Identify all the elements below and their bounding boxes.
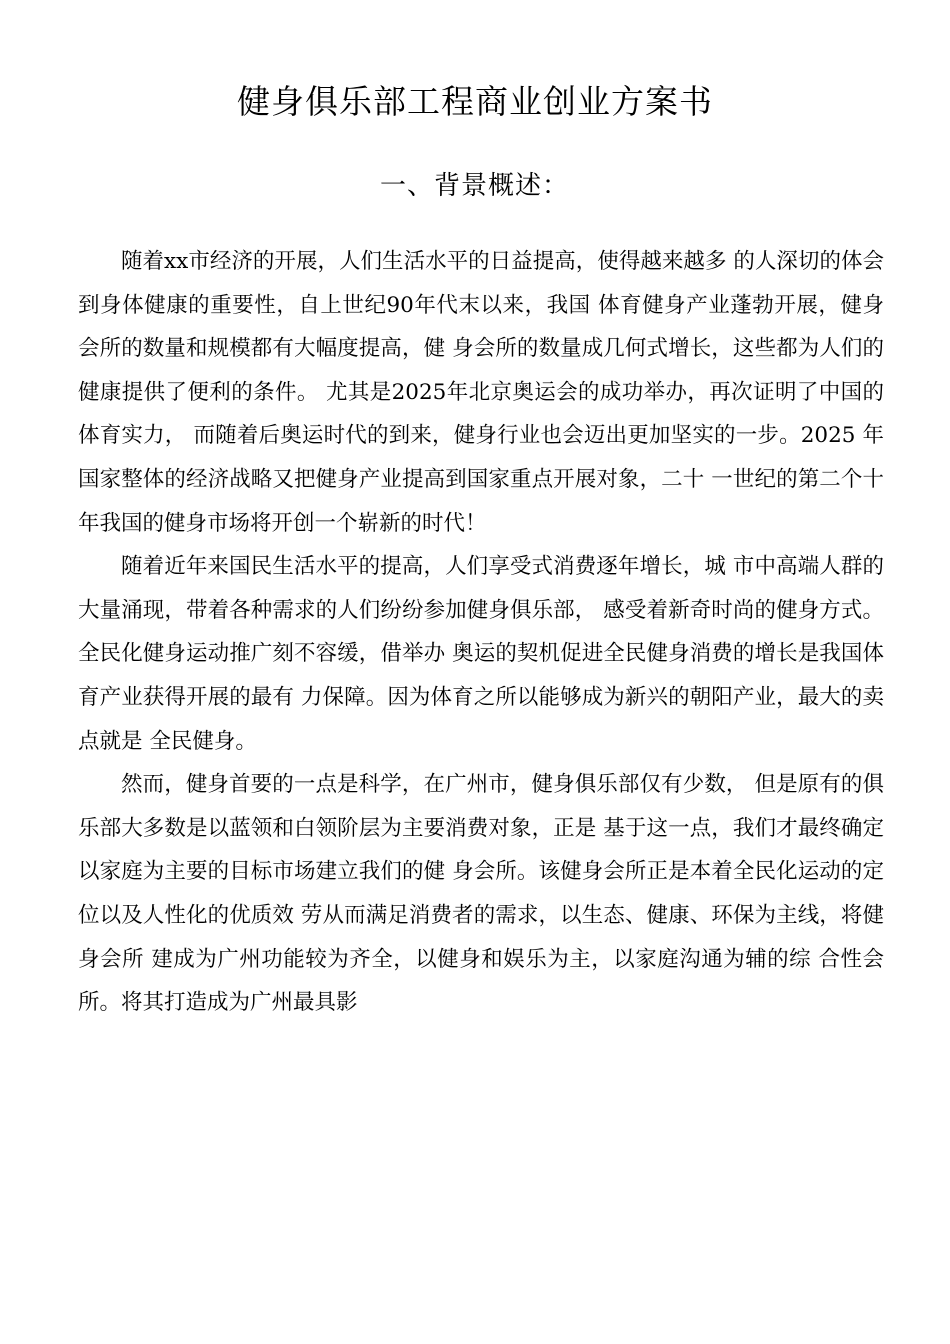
document-title: 健身俱乐部工程商业创业方案书 bbox=[237, 82, 713, 121]
body-text bbox=[78, 240, 884, 1025]
paragraph: 随着近年来国民生活水平的提高，人们享受式消费逐年增长，城 市中高端人群的大量涌现，带着各种需求的人们纷纷参加健身俱乐部， 感受着新奇时尚的健身方式。全民化健身运动推广刻不容缓，借举办 奥运的契机促进全民健身消费的增长是我国体育产业获得开展的最有 力保障。因为体育之所以能够成为新兴的朝阳产业，最大的卖点就是 全民健身。 bbox=[78, 554, 884, 754]
paragraph: 随着xx市经济的开展，人们生活水平的日益提高，使得越来越多 的人深切的体会到身体健康的重要性，自上世纪90年代末以来，我国 体育健身产业蓬勃开展，健身会所的数量和规模都有大幅度提高，健 身会所的数量成几何式增长，这些都为人们的健康提供了便利的条件。 尤其是2025年北京奥运会的成功举办，再次证明了中国的体育实力， 而随着后奥运时代的到来，健身行业也会迈出更加坚实的一步。2025 年国家整体的经济战略又把健身产业提高到国家重点开展对象，二十 一世纪的第二个十年我国的健身市场将开创一个崭新的时代！ bbox=[78, 249, 884, 536]
paragraph: 然而，健身首要的一点是科学，在广州市，健身俱乐部仅有少数， 但是原有的俱乐部大多数是以蓝领和白领阶层为主要消费对象，正是 基于这一点，我们才最终确定以家庭为主要的目标市场建立我们的健 身会所。该健身会所正是本着全民化运动的定位以及人性化的优质效 劳从而满足消费者的需求，以生态、健康、环保为主线，将健身会所 建成为广州功能较为齐全，以健身和娱乐为主，以家庭沟通为辅的综 合性会所。将其打造成为广州最具影 bbox=[78, 772, 884, 1016]
section-heading-background: 一、背景概述： bbox=[380, 171, 570, 201]
